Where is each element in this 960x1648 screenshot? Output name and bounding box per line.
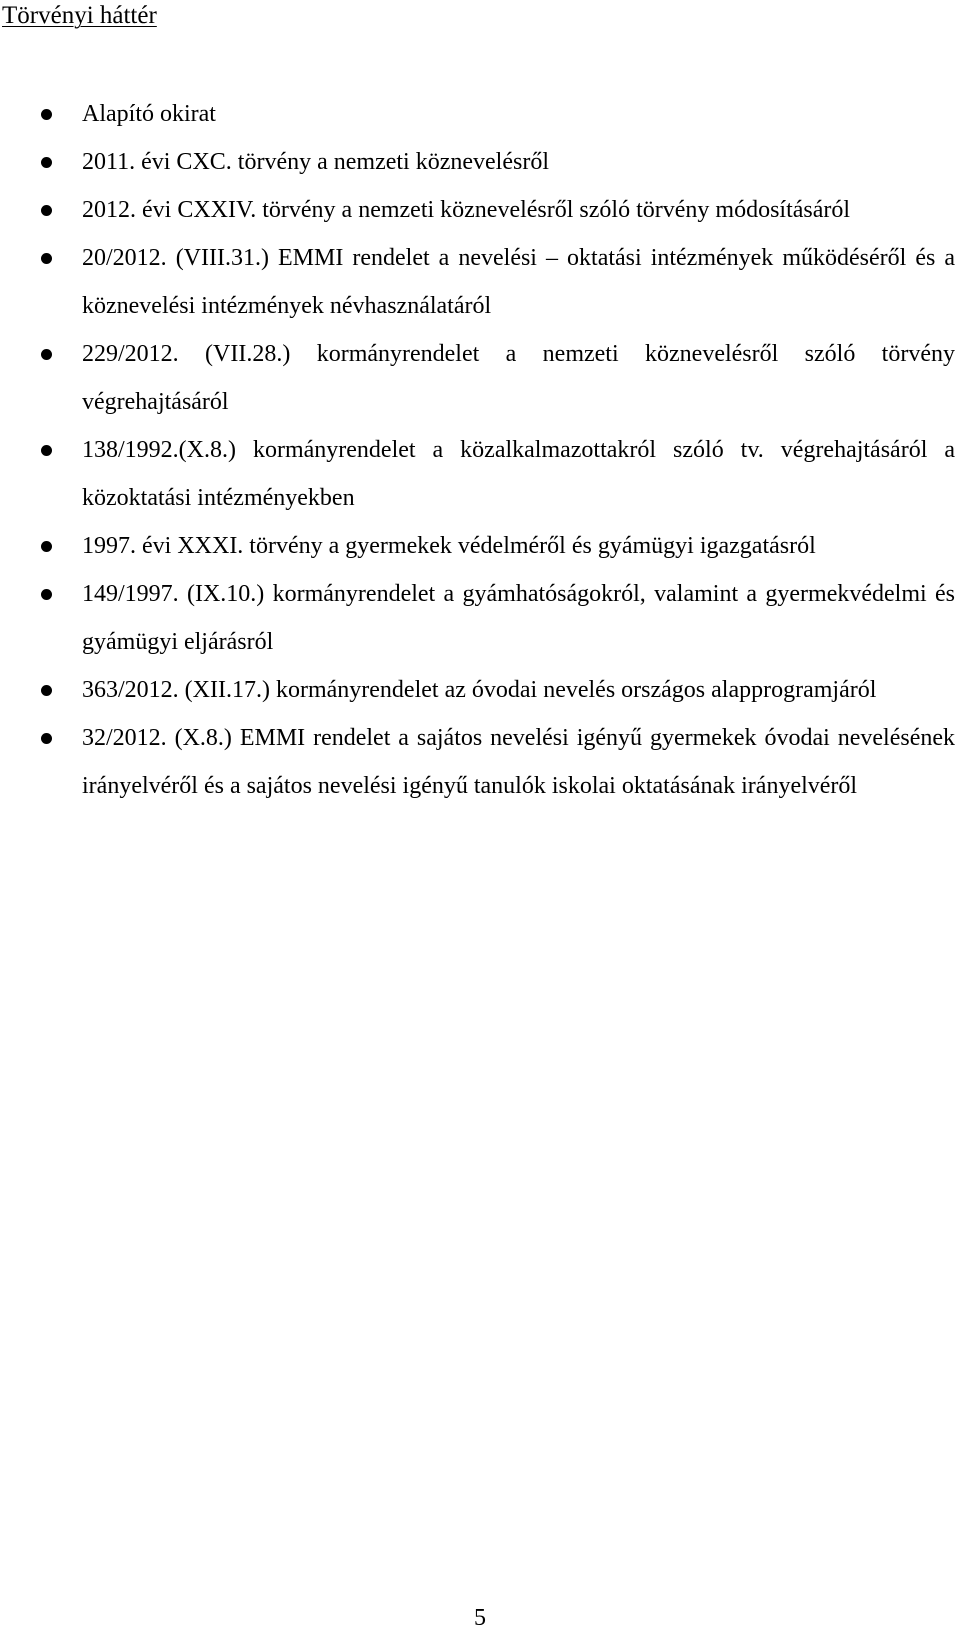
bullet-icon (41, 589, 52, 600)
list-item (0, 666, 960, 714)
bullet-icon (41, 109, 52, 120)
list-item-text: 363/2012. (XII.17.) kormányrendelet az óvodai nevelés országos alapprogramjáról (82, 677, 877, 703)
legal-background-list (0, 90, 960, 810)
section-heading: Törvényi háttér (2, 2, 157, 29)
list-item-text: Alapító okirat (82, 101, 216, 127)
list-item-text: 229/2012. (VII.28.) kormányrendelet a nemzeti köznevelésről szóló törvény végrehajtásáról (82, 341, 955, 415)
list-item-text: 138/1992.(X.8.) kormányrendelet a közalkalmazottakról szóló tv. végrehajtásáról a közoktatási intézményekben (82, 437, 955, 511)
list-item-text: 32/2012. (X.8.) EMMI rendelet a sajátos nevelési igényű gyermekek óvodai nevelésének irányelvéről és a sajátos nevelési igényű tanulók iskolai oktatásának irányelvéről (82, 725, 955, 799)
list-item (0, 330, 960, 426)
bullet-icon (41, 733, 52, 744)
list-item (0, 90, 960, 138)
list-item (0, 522, 960, 570)
bullet-icon (41, 205, 52, 216)
list-item (0, 186, 960, 234)
bullet-icon (41, 349, 52, 360)
page-number: 5 (474, 1605, 486, 1631)
bullet-icon (41, 445, 52, 456)
list-item (0, 714, 960, 810)
list-item-text: 2011. évi CXC. törvény a nemzeti köznevelésről (82, 149, 549, 175)
bullet-icon (41, 253, 52, 264)
list-item-text: 1997. évi XXXI. törvény a gyermekek védelméről és gyámügyi igazgatásról (82, 533, 816, 559)
list-item (0, 570, 960, 666)
list-item-text: 2012. évi CXXIV. törvény a nemzeti köznevelésről szóló törvény módosításáról (82, 197, 851, 223)
list-item-text: 149/1997. (IX.10.) kormányrendelet a gyámhatóságokról, valamint a gyermekvédelmi és gyámügyi eljárásról (82, 581, 955, 655)
bullet-icon (41, 157, 52, 168)
list-item (0, 426, 960, 522)
list-item (0, 138, 960, 186)
bullet-icon (41, 685, 52, 696)
list-item-text: 20/2012. (VIII.31.) EMMI rendelet a nevelési – oktatási intézmények működéséről és a köznevelési intézmények névhasználatáról (82, 245, 955, 319)
list-item (0, 234, 960, 330)
bullet-icon (41, 541, 52, 552)
